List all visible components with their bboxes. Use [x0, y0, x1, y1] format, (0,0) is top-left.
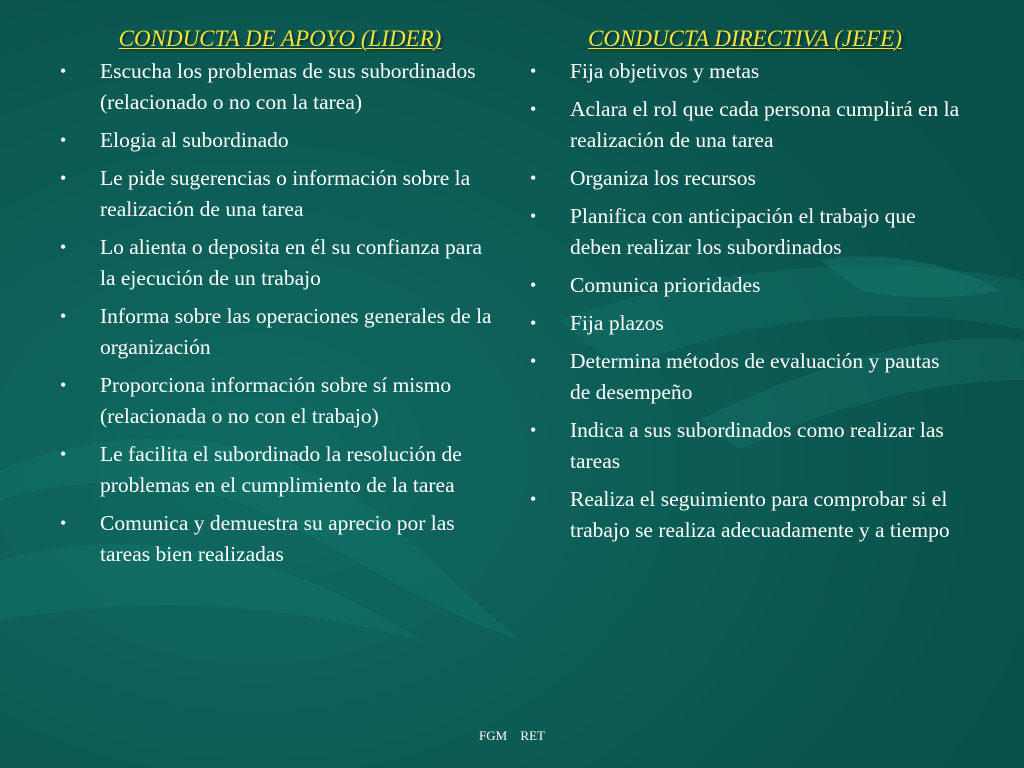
bullet-icon: •	[530, 206, 537, 226]
list-item	[530, 484, 960, 546]
directive-behavior-list	[530, 56, 960, 546]
list-item	[60, 301, 500, 363]
slide-footer: FGM RET	[479, 728, 545, 743]
list-item-text: Determina métodos de evaluación y pautas de desempeño	[570, 349, 940, 404]
list-item	[60, 439, 500, 501]
bullet-icon: •	[60, 306, 67, 326]
directive-behavior-column	[530, 26, 960, 553]
list-item	[60, 125, 500, 156]
list-item	[530, 56, 960, 87]
support-behavior-column	[60, 26, 500, 577]
bullet-icon: •	[60, 375, 67, 395]
list-item-text: Comunica y demuestra su aprecio por las tareas bien realizadas	[100, 511, 455, 566]
list-item	[60, 370, 500, 432]
list-item-text: Aclara el rol que cada persona cumplirá en la realización de una tarea	[570, 97, 960, 152]
list-item-text: Fija plazos	[570, 311, 664, 335]
support-behavior-title: CONDUCTA DE APOYO (LIDER)	[118, 26, 442, 51]
bullet-icon: •	[60, 168, 67, 188]
list-item-text: Organiza los recursos	[570, 166, 756, 190]
list-item	[530, 415, 960, 477]
list-item	[60, 232, 500, 294]
bullet-icon: •	[60, 513, 67, 533]
list-item-text: Planifica con anticipación el trabajo que deben realizar los subordinados	[570, 204, 916, 259]
bullet-icon: •	[60, 237, 67, 257]
list-item-text: Escucha los problemas de sus subordinados (relacionado o no con la tarea)	[100, 59, 476, 114]
bullet-icon: •	[60, 444, 67, 464]
list-item-text: Lo alienta o deposita en él su confianza para la ejecución de un trabajo	[100, 235, 483, 290]
list-item	[530, 201, 960, 263]
bullet-icon: •	[530, 99, 537, 119]
list-item-text: Comunica prioridades	[570, 273, 761, 297]
list-item	[60, 508, 500, 570]
list-item-text: Proporciona información sobre sí mismo (relacionada o no con el trabajo)	[100, 373, 452, 428]
bullet-icon: •	[530, 275, 537, 295]
list-item	[530, 346, 960, 408]
bullet-icon: •	[60, 130, 67, 150]
bullet-icon: •	[60, 61, 67, 81]
list-item	[60, 56, 500, 118]
list-item-text: Le pide sugerencias o información sobre la realización de una tarea	[100, 166, 471, 221]
list-item	[530, 270, 960, 301]
list-item-text: Informa sobre las operaciones generales de la organización	[100, 304, 492, 359]
directive-behavior-title: CONDUCTA DIRECTIVA (JEFE)	[588, 26, 902, 51]
list-item	[530, 308, 960, 339]
support-behavior-list	[60, 56, 500, 570]
list-item-text: Indica a sus subordinados como realizar las tareas	[570, 418, 944, 473]
list-item-text: Fija objetivos y metas	[570, 59, 760, 83]
list-item-text: Le facilita el subordinado la resolución de problemas en el cumplimiento de la tarea	[100, 442, 462, 497]
list-item	[530, 163, 960, 194]
bullet-icon: •	[530, 489, 537, 509]
bullet-icon: •	[530, 61, 537, 81]
bullet-icon: •	[530, 351, 537, 371]
list-item	[530, 94, 960, 156]
list-item	[60, 163, 500, 225]
list-item-text: Realiza el seguimiento para comprobar si el trabajo se realiza adecuadamente y a tiempo	[570, 487, 950, 542]
list-item-text: Elogia al subordinado	[100, 128, 289, 152]
bullet-icon: •	[530, 168, 537, 188]
bullet-icon: •	[530, 420, 537, 440]
bullet-icon: •	[530, 313, 537, 333]
